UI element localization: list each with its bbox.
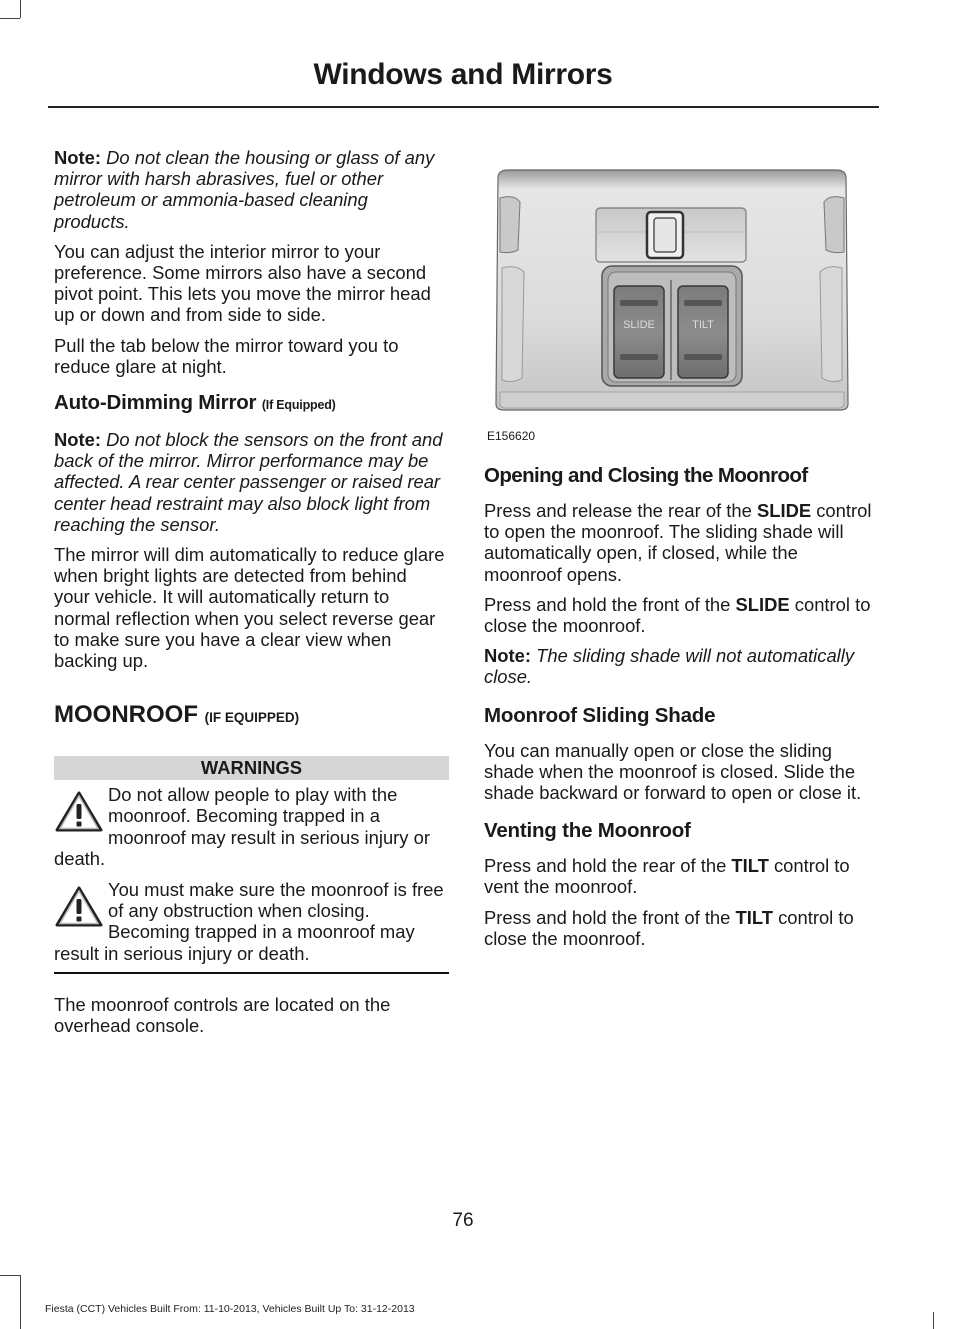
para-shade: You can manually open or close the sliding shade when the moonroof is closed. Slide the shade backward or forward to open or close it. [484, 739, 862, 804]
para-close-vent [484, 907, 876, 949]
page-title: Windows and Mirrors [313, 58, 613, 91]
venting-heading: Venting the Moonroof [484, 819, 691, 843]
para-close-moonroof [484, 594, 876, 636]
tilt-label: TILT [692, 319, 714, 331]
tilt-keyword: TILT [731, 855, 769, 877]
note-label: Note: [54, 147, 101, 168]
title-rule [48, 106, 879, 108]
para-pull-tab: Pull the tab below the mirror toward you to reduce glare at night. [54, 334, 399, 377]
overhead-console-illustration [494, 168, 850, 412]
warning-item [54, 784, 446, 869]
right-column [484, 464, 876, 958]
auto-dimming-qualifier: (If Equipped) [261, 398, 336, 413]
page-number: 76 [452, 1210, 474, 1231]
warning-text: You must make sure the moonroof is free of any obstruction when closing. Becoming trapped in a moonroof may result in serious injury or death. [54, 879, 444, 964]
note-text: Do not block the sensors on the front and back of the mirror. Mirror performance may be affected. A rear center passenger or raised rear center head restraint may also block light from reaching the sensor. [54, 429, 443, 535]
text-run: control to close the moonroof. [484, 593, 871, 637]
warning-triangle-icon [54, 790, 104, 834]
left-column [54, 147, 446, 1045]
text-run: control to close the moonroof. [484, 906, 854, 949]
note-text: Do not clean the housing or glass of any mirror with harsh abrasives, fuel or other petroleum or ammonia-based cleaning products. [54, 147, 435, 232]
slide-keyword: SLIDE [756, 500, 812, 521]
para-adjust-mirror: You can adjust the interior mirror to your preference. Some mirrors also have a second pivot point. This lets you move the mirror head up or down and from side to side. [54, 240, 431, 326]
para-auto-dim: The mirror will dim automatically to reduce glare when bright lights are detected from behind your vehicle. It will automatically return to normal reflection when you select reverse gear to make sure you have a clear view when backing up. [54, 544, 445, 672]
note-text: The sliding shade will not automatically close. [484, 645, 855, 688]
warning-text: Do not allow people to play with the moonroof. Becoming trapped in a moonroof may result in serious injury or death. [54, 784, 430, 869]
text-run: Press and hold the front of the [484, 906, 736, 928]
warning-triangle-icon [54, 885, 104, 929]
note-label: Note: [484, 645, 531, 667]
auto-dimming-heading [54, 391, 446, 417]
crop-mark [20, 0, 21, 18]
opening-heading: Opening and Closing the Moonroof [484, 464, 808, 487]
crop-mark [0, 18, 20, 19]
para-open-moonroof [484, 500, 876, 585]
figure-code: E156620 [487, 429, 536, 443]
note-shade [484, 645, 876, 687]
text-run: control to vent the moonroof. [484, 855, 850, 898]
slide-label: SLIDE [623, 319, 655, 331]
para-vent [484, 855, 876, 897]
footer-text: Fiesta (CCT) Vehicles Built From: 11-10-2013, Vehicles Built Up To: 31-12-2013 [45, 1303, 415, 1315]
note-cleaning [54, 147, 446, 232]
tilt-keyword: TILT [735, 906, 773, 928]
crop-mark [0, 1275, 20, 1276]
text-run: Press and hold the front of the [484, 593, 736, 615]
moonroof-title: MOONROOF [54, 701, 198, 729]
shade-heading: Moonroof Sliding Shade [484, 703, 716, 727]
text-run: Press and release the rear of the [484, 500, 757, 521]
moonroof-qualifier: (IF EQUIPPED) [204, 710, 300, 726]
note-sensors [54, 429, 446, 535]
warnings-header: WARNINGS [54, 756, 449, 780]
auto-dimming-title: Auto-Dimming Mirror [54, 391, 257, 415]
text-run: control to open the moonroof. The sliding shade will automatically open, if closed, while the moonroof opens. [484, 500, 872, 585]
warnings-end-rule [54, 972, 449, 974]
slide-keyword: SLIDE [735, 593, 790, 615]
note-label: Note: [54, 429, 101, 451]
para-controls-location: The moonroof controls are located on the overhead console. [54, 993, 391, 1037]
text-run: Press and hold the rear of the [484, 855, 732, 877]
crop-mark [933, 1312, 934, 1329]
warning-item [54, 879, 446, 964]
moonroof-heading [54, 701, 446, 732]
crop-mark [20, 1275, 21, 1329]
